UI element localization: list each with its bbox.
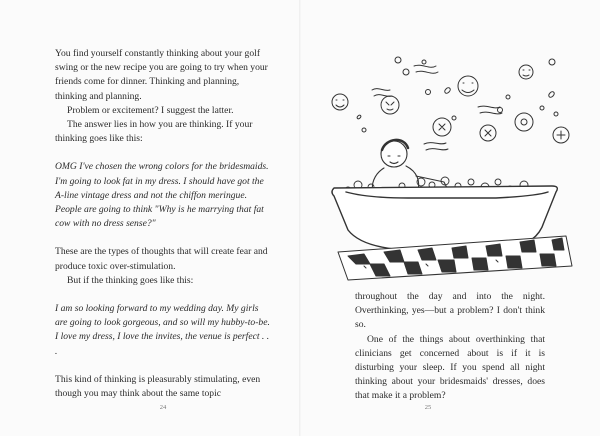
bathtub-illustration xyxy=(328,52,573,282)
italic-paragraph: OMG I've chosen the wrong colors for the bridesmaids. I'm going to look fat in my dress. I should have got the A-line vintage dress and not the chiffon meringue. People are going to think "Why is he marrying that fat cow with no dress sense?" xyxy=(55,161,269,230)
left-page-text xyxy=(55,47,273,401)
paragraph: You find yourself constantly thinking about your golf swing or the new recipe you are going to try when your friends come for dinner. Thinking and planning, thinking and planning. xyxy=(55,48,268,102)
paragraph: This kind of thinking is pleasurably stimulating, even though you may think about the same topic xyxy=(55,373,261,400)
page-number: 25 xyxy=(424,404,432,411)
paragraph: Problem or excitement? I suggest the latter. xyxy=(67,104,234,116)
right-page-text xyxy=(355,290,545,404)
paragraph: These are the types of thoughts that will create fear and produce toxic over-stimulation. xyxy=(55,246,268,272)
paragraph: throughout the day and into the night. Overthinking, yes—but a problem? I don't think so. xyxy=(355,291,545,331)
woman-figure xyxy=(372,140,448,192)
page-number: 24 xyxy=(159,404,167,411)
paragraph: One of the things about overthinking that clinicians get concerned about is if it is disturbing your sleep. If you spend all night thinking about your bridesmaids' dresses, does that make it a problem? xyxy=(355,333,545,402)
paragraph: But if the thinking goes like this: xyxy=(67,274,194,286)
right-page xyxy=(300,0,600,436)
thought-bubbles-icon xyxy=(332,57,569,150)
paragraph: The answer lies in how you are thinking. If your thinking goes like this: xyxy=(55,119,253,145)
italic-paragraph: I am so looking forward to my wedding day. My girls are going to look gorgeous, and so will my hubby-to-be. I love my dress, I love the invites, the venue is perfect . . . xyxy=(55,303,270,357)
